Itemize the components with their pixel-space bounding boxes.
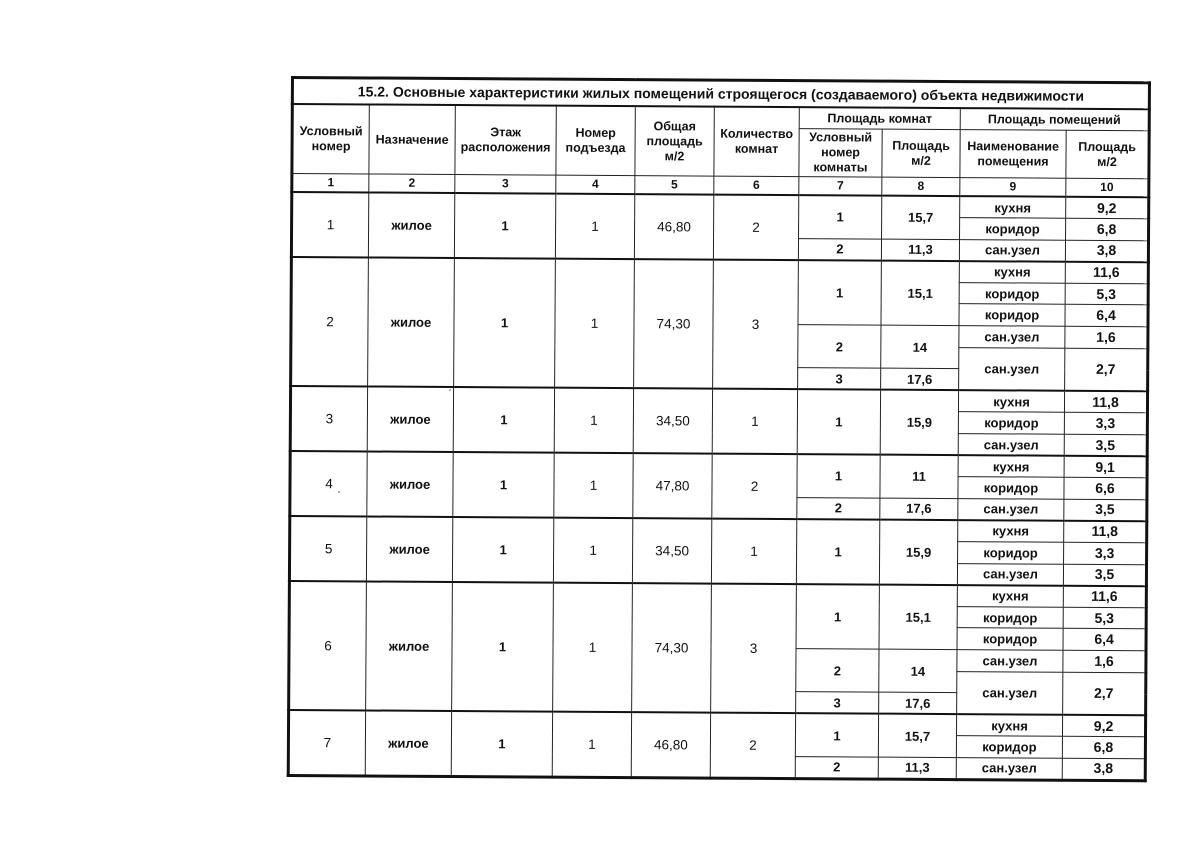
premise-name: сан.узел xyxy=(959,239,1065,261)
premise-name: коридор xyxy=(957,606,1063,628)
premise-area: 1,6 xyxy=(1065,326,1148,348)
room-area: 15,9 xyxy=(879,520,957,585)
apartment-entrance: 1 xyxy=(555,258,635,388)
premise-name: коридор xyxy=(958,412,1064,434)
premise-name: коридор xyxy=(959,304,1065,326)
apartment-total-area: 74,30 xyxy=(632,583,712,713)
header-group-premises-area: Площадь помещений xyxy=(960,108,1149,131)
table-row xyxy=(288,710,1145,737)
header-rooms-count: Количество комнат xyxy=(714,107,799,177)
premise-name: коридор xyxy=(959,282,1065,304)
column-number: 7 xyxy=(799,177,882,196)
column-number: 10 xyxy=(1066,178,1149,197)
room-number: 1 xyxy=(799,195,882,239)
room-area: 15,1 xyxy=(881,260,959,325)
premise-area: 6,8 xyxy=(1062,737,1145,759)
room-number: 3 xyxy=(798,368,881,390)
apartment-rooms-count: 3 xyxy=(711,583,797,713)
column-number: 1 xyxy=(292,174,369,193)
premise-area: 11,8 xyxy=(1064,391,1147,413)
apartment-rooms-count: 3 xyxy=(713,259,799,389)
premise-name: сан.узел xyxy=(959,326,1065,348)
apartment-number: 7 xyxy=(288,710,365,775)
premise-area: 3,8 xyxy=(1062,758,1145,780)
room-area: 15,1 xyxy=(879,584,957,649)
header-total-area: Общая площадь м/2 xyxy=(635,106,714,176)
table-title: 15.2. Основные характеристики жилых помещений строящегося (создаваемого) объекта недвижимости xyxy=(292,78,1149,110)
premise-name: кухня xyxy=(958,390,1064,412)
room-area: 15,9 xyxy=(880,390,958,455)
apartment-purpose: жилое xyxy=(367,387,453,452)
premise-area: 5,3 xyxy=(1063,607,1146,629)
header-conditional-number: Условный номер xyxy=(292,104,369,174)
table-row xyxy=(289,581,1146,608)
apartment-rooms-count: 1 xyxy=(712,389,797,454)
room-number: 2 xyxy=(795,757,878,779)
apartment-rooms-count: 2 xyxy=(712,454,797,519)
apartment-purpose: жилое xyxy=(366,516,452,581)
premise-area: 9,1 xyxy=(1064,456,1147,478)
premise-name: кухня xyxy=(960,196,1066,218)
room-area: 15,7 xyxy=(882,196,960,240)
column-number: 9 xyxy=(960,178,1066,197)
apartment-floor: 1 xyxy=(451,711,552,776)
apartment-entrance: 1 xyxy=(554,453,633,518)
header-group-rooms-area: Площадь комнат xyxy=(799,107,960,129)
apartment-rooms-count: 2 xyxy=(710,713,795,778)
room-area: 15,7 xyxy=(878,714,956,758)
column-number: 2 xyxy=(369,174,455,193)
table-row xyxy=(291,257,1148,284)
room-number: 3 xyxy=(796,692,879,714)
apartment-number: 2 xyxy=(291,257,369,387)
apartments-characteristics-table xyxy=(287,76,1151,782)
header-premise-area: Площадь м/2 xyxy=(1066,130,1149,179)
apartment-rooms-count: 2 xyxy=(713,195,798,260)
room-area: 11,3 xyxy=(878,757,956,779)
premise-area: 6,8 xyxy=(1066,218,1149,240)
room-area: 14 xyxy=(879,649,957,693)
premise-area: 9,2 xyxy=(1062,715,1145,737)
premise-area: 6,4 xyxy=(1063,629,1146,651)
apartment-floor: 1 xyxy=(452,582,554,712)
header-premise-name: Наименование помещения xyxy=(960,130,1066,179)
premise-name: сан.узел xyxy=(957,671,1063,715)
room-number: 1 xyxy=(796,519,879,584)
premise-area: 5,3 xyxy=(1065,283,1148,305)
premise-area: 11,6 xyxy=(1065,262,1148,284)
premise-name: кухня xyxy=(956,714,1062,736)
apartment-number: 6 xyxy=(289,581,367,711)
room-number: 1 xyxy=(796,584,879,649)
header-entrance: Номер подъезда xyxy=(556,106,635,176)
premise-area: 6,4 xyxy=(1065,305,1148,327)
room-number: 2 xyxy=(798,325,881,369)
room-number: 1 xyxy=(797,389,880,454)
apartment-floor: 1 xyxy=(453,387,554,452)
room-number: 1 xyxy=(797,454,880,498)
room-area: 17,6 xyxy=(881,368,959,390)
header-room-area: Площадь м/2 xyxy=(882,129,960,177)
premise-name: коридор xyxy=(957,628,1063,650)
apartment-total-area: 47,80 xyxy=(633,453,712,518)
premise-area: 3,5 xyxy=(1063,564,1146,586)
premise-area: 3,3 xyxy=(1064,413,1147,435)
premise-name: кухня xyxy=(958,520,1064,542)
premise-name: сан.узел xyxy=(957,650,1063,672)
premise-name: сан.узел xyxy=(956,758,1062,780)
room-area: 11,3 xyxy=(881,239,959,261)
premise-area: 3,3 xyxy=(1064,542,1147,564)
table-row xyxy=(290,516,1147,543)
apartment-purpose: жилое xyxy=(367,452,453,517)
column-number: 3 xyxy=(455,175,556,194)
apartment-total-area: 74,30 xyxy=(634,259,714,389)
premise-name: сан.узел xyxy=(957,563,1063,585)
premise-area: 1,6 xyxy=(1063,650,1146,672)
apartment-purpose: жилое xyxy=(365,711,451,776)
premise-name: кухня xyxy=(958,455,1064,477)
apartment-floor: 1 xyxy=(453,452,554,517)
room-area: 17,6 xyxy=(880,498,958,520)
apartment-number: 4 xyxy=(290,451,367,516)
scan-speck xyxy=(449,389,451,391)
premise-area: 11,6 xyxy=(1063,585,1146,607)
room-area: 11 xyxy=(880,455,958,499)
premise-area: 3,8 xyxy=(1065,240,1148,262)
apartment-total-area: 46,80 xyxy=(634,194,713,259)
room-number: 1 xyxy=(798,260,881,325)
room-area: 14 xyxy=(881,325,959,369)
apartment-total-area: 46,80 xyxy=(631,712,710,777)
apartment-floor: 1 xyxy=(452,517,553,582)
apartment-purpose: жилое xyxy=(366,581,453,711)
premise-area: 11,8 xyxy=(1064,521,1147,543)
premise-name: кухня xyxy=(957,585,1063,607)
header-purpose: Назначение xyxy=(369,104,455,174)
room-area: 17,6 xyxy=(879,692,957,714)
premise-area: 9,2 xyxy=(1066,197,1149,219)
room-number: 2 xyxy=(798,238,881,260)
room-number: 1 xyxy=(795,713,878,757)
premise-name: коридор xyxy=(958,477,1064,499)
apartment-entrance: 1 xyxy=(553,582,633,712)
premise-name: сан.узел xyxy=(958,498,1064,520)
premise-name: сан.узел xyxy=(958,434,1064,456)
room-number: 2 xyxy=(796,649,879,693)
room-number: 2 xyxy=(797,497,880,519)
premise-area: 3,5 xyxy=(1064,499,1147,521)
premise-area: 2,7 xyxy=(1063,672,1146,716)
premise-name: коридор xyxy=(960,218,1066,240)
apartment-entrance: 1 xyxy=(552,712,631,777)
premise-name: сан.узел xyxy=(959,347,1065,391)
header-room-number: Условный номер комнаты xyxy=(799,129,882,178)
column-number: 5 xyxy=(635,176,714,195)
apartment-purpose: жилое xyxy=(368,192,454,257)
apartment-entrance: 1 xyxy=(555,194,634,259)
apartment-floor: 1 xyxy=(454,193,555,258)
table-row xyxy=(290,451,1147,478)
premise-area: 6,6 xyxy=(1064,477,1147,499)
apartment-rooms-count: 1 xyxy=(711,518,796,583)
apartment-purpose: жилое xyxy=(368,257,455,387)
apartment-entrance: 1 xyxy=(553,518,632,583)
scan-speck xyxy=(338,491,340,493)
apartment-number: 5 xyxy=(289,516,366,581)
premise-name: кухня xyxy=(959,261,1065,283)
premise-name: коридор xyxy=(956,736,1062,758)
premise-area: 2,7 xyxy=(1065,348,1148,392)
apartment-number: 3 xyxy=(290,386,367,451)
premise-area: 3,5 xyxy=(1064,434,1147,456)
premise-name: коридор xyxy=(958,542,1064,564)
apartment-total-area: 34,50 xyxy=(633,388,712,453)
table-row xyxy=(292,192,1149,219)
apartment-total-area: 34,50 xyxy=(632,518,711,583)
column-number: 6 xyxy=(714,176,799,195)
table-row xyxy=(290,386,1147,413)
apartment-number: 1 xyxy=(291,192,368,257)
apartment-floor: 1 xyxy=(454,258,556,388)
column-number: 4 xyxy=(556,175,635,194)
column-number: 8 xyxy=(882,177,960,196)
header-floor: Этаж расположения xyxy=(455,105,556,175)
apartment-entrance: 1 xyxy=(554,388,633,453)
